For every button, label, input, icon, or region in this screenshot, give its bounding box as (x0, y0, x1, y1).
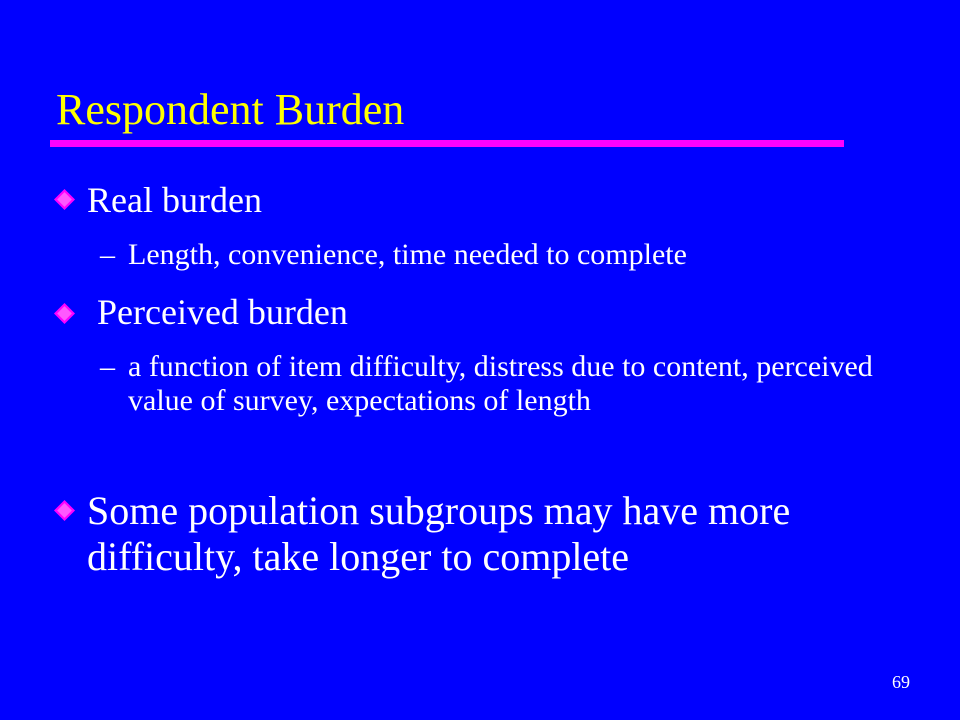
diamond-bullet-icon (54, 500, 75, 521)
slide-title: Respondent Burden (56, 85, 405, 134)
diamond-bullet-icon (54, 303, 75, 324)
diamond-bullet-icon (54, 189, 75, 210)
dash-marker: – (100, 238, 115, 271)
sub-bullet-text: Length, convenience, time needed to complete (128, 238, 687, 271)
dash-marker: – (100, 350, 115, 383)
bullet-text: Some population subgroups may have more difficulty, take longer to complete (87, 488, 791, 579)
bullet-item (54, 292, 348, 332)
page-number: 69 (892, 672, 910, 692)
sub-bullet-item (100, 350, 900, 418)
title-underline (50, 140, 844, 147)
bullet-item (54, 488, 904, 580)
bullet-text: Perceived burden (97, 292, 348, 332)
bullet-text: Real burden (87, 180, 262, 220)
bullet-item (54, 180, 262, 220)
sub-bullet-item (100, 238, 687, 272)
sub-bullet-text: a function of item difficulty, distress due to content, perceived value of survey, expectations of length (128, 350, 873, 417)
